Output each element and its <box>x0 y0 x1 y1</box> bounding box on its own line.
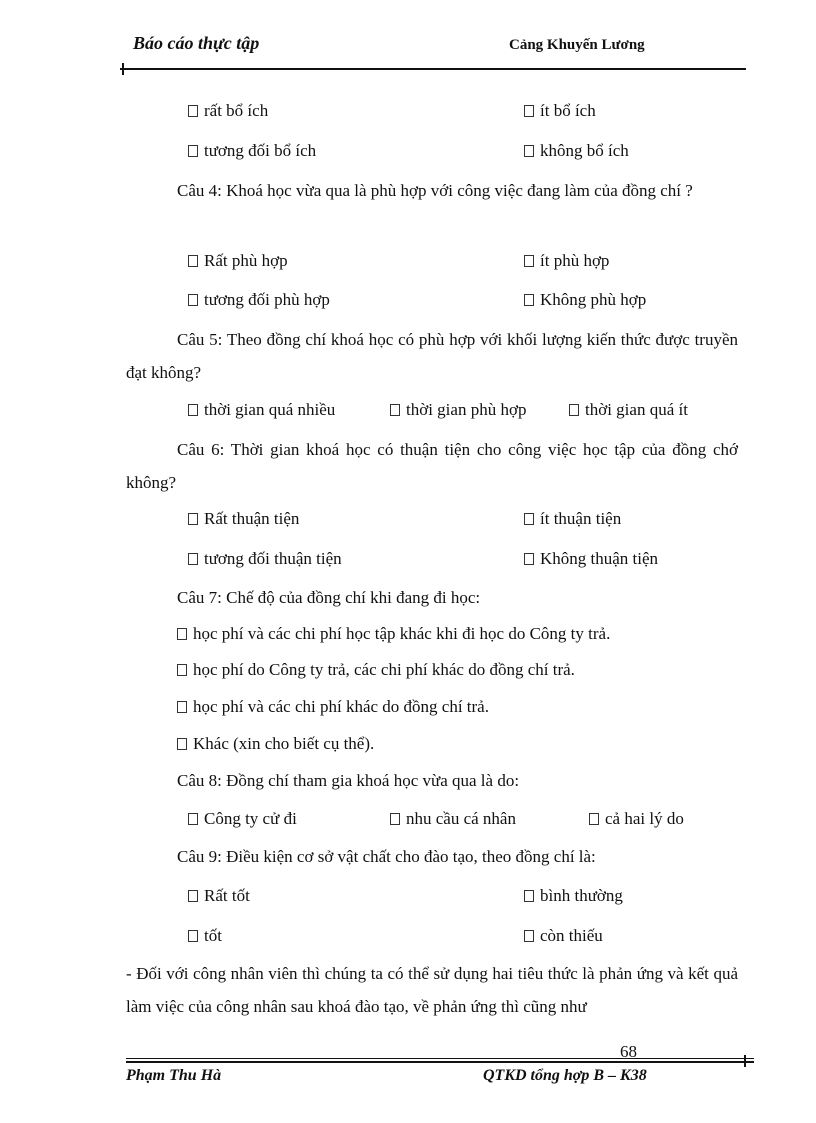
checkbox-icon[interactable] <box>524 553 534 565</box>
checkbox-option[interactable] <box>188 926 222 946</box>
option-label: cả hai lý do <box>605 809 684 828</box>
checkbox-icon[interactable] <box>524 513 534 525</box>
checkbox-option[interactable] <box>524 101 596 121</box>
option-label: học phí và các chi phí khác do đồng chí trả. <box>193 697 489 716</box>
option-label: Rất thuận tiện <box>204 509 300 528</box>
page-number: 68 <box>620 1042 637 1061</box>
checkbox-icon[interactable] <box>177 738 187 750</box>
option-label: còn thiếu <box>540 926 603 945</box>
header-company: Cảng Khuyến Lương <box>509 37 645 53</box>
checkbox-icon[interactable] <box>188 890 198 902</box>
option-label: tương đối phù hợp <box>204 290 330 309</box>
question-6: Câu 6: Thời gian khoá học có thuận tiện cho công việc học tập của đồng chớ không? <box>126 440 738 492</box>
checkbox-option[interactable] <box>524 290 646 310</box>
option-label: Không phù hợp <box>540 290 647 309</box>
checkbox-option[interactable] <box>177 660 575 680</box>
question-4: Câu 4: Khoá học vừa qua là phù hợp với công việc đang làm của đồng chí ? <box>177 181 693 200</box>
checkbox-option[interactable] <box>188 141 316 161</box>
option-label: thời gian phù hợp <box>406 400 527 419</box>
option-label: Rất tốt <box>204 886 250 905</box>
header-rule-tick <box>122 63 124 75</box>
checkbox-option[interactable] <box>524 141 629 161</box>
checkbox-icon[interactable] <box>524 890 534 902</box>
question-7: Câu 7: Chế độ của đồng chí khi đang đi học: <box>177 588 481 607</box>
checkbox-option[interactable] <box>390 400 526 420</box>
option-label: bình thường <box>540 886 623 905</box>
checkbox-icon[interactable] <box>524 930 534 942</box>
checkbox-option[interactable] <box>524 509 621 529</box>
option-label: ít phù hợp <box>540 251 610 270</box>
option-label: học phí và các chi phí học tập khác khi đi học do Công ty trả. <box>193 624 611 643</box>
checkbox-option[interactable] <box>524 886 623 906</box>
checkbox-option[interactable] <box>188 809 297 829</box>
option-label: rất bổ ích <box>204 101 269 120</box>
option-label: ít thuận tiện <box>540 509 622 528</box>
checkbox-icon[interactable] <box>188 294 198 306</box>
checkbox-icon[interactable] <box>188 105 198 117</box>
option-label: tốt <box>204 926 222 945</box>
checkbox-option[interactable] <box>524 926 603 946</box>
footer-rule <box>126 1058 754 1059</box>
option-label: ít bổ ích <box>540 101 596 120</box>
checkbox-icon[interactable] <box>524 255 534 267</box>
option-label: thời gian quá nhiều <box>204 400 336 419</box>
option-label: tương đối bổ ích <box>204 141 317 160</box>
checkbox-option[interactable] <box>177 734 374 754</box>
checkbox-icon[interactable] <box>390 813 400 825</box>
checkbox-option[interactable] <box>390 809 516 829</box>
question-9: Câu 9: Điều kiện cơ sở vật chất cho đào tạo, theo đồng chí là: <box>177 847 596 866</box>
checkbox-icon[interactable] <box>177 628 187 640</box>
option-label: không bổ ích <box>540 141 629 160</box>
checkbox-icon[interactable] <box>569 404 579 416</box>
option-label: Khác (xin cho biết cụ thể). <box>193 734 375 753</box>
checkbox-option[interactable] <box>188 886 250 906</box>
footer-rule <box>126 1061 754 1063</box>
checkbox-icon[interactable] <box>177 664 187 676</box>
checkbox-icon[interactable] <box>188 553 198 565</box>
header-rule <box>120 68 746 70</box>
checkbox-icon[interactable] <box>188 513 198 525</box>
option-label: học phí do Công ty trả, các chi phí khác do đồng chí trả. <box>193 660 575 679</box>
checkbox-icon[interactable] <box>177 701 187 713</box>
checkbox-icon[interactable] <box>188 404 198 416</box>
checkbox-icon[interactable] <box>524 105 534 117</box>
checkbox-option[interactable] <box>188 549 342 569</box>
checkbox-icon[interactable] <box>188 813 198 825</box>
checkbox-option[interactable] <box>188 101 268 121</box>
checkbox-option[interactable] <box>524 251 609 271</box>
checkbox-option[interactable] <box>524 549 658 569</box>
option-label: thời gian quá ít <box>585 400 688 419</box>
header-title: Báo cáo thực tập <box>133 33 260 53</box>
checkbox-option[interactable] <box>177 624 610 644</box>
checkbox-icon[interactable] <box>188 255 198 267</box>
option-label: Không thuận tiện <box>540 549 659 568</box>
option-label: Rất phù hợp <box>204 251 288 270</box>
option-label: tương đối thuận tiện <box>204 549 342 568</box>
checkbox-option[interactable] <box>177 697 489 717</box>
checkbox-option[interactable] <box>188 251 288 271</box>
option-label: nhu cầu cá nhân <box>406 809 516 828</box>
checkbox-icon[interactable] <box>524 294 534 306</box>
checkbox-icon[interactable] <box>188 145 198 157</box>
body-paragraph: - Đối với công nhân viên thì chúng ta có thể sử dụng hai tiêu thức là phản ứng và kết quả làm việc của công nhân sau khoá đào tạo, về phản ứng thì cũng như <box>126 964 738 1016</box>
checkbox-option[interactable] <box>569 400 688 420</box>
footer-class: QTKD tổng hợp B – K38 <box>483 1067 647 1084</box>
checkbox-icon[interactable] <box>524 145 534 157</box>
footer-author: Phạm Thu Hà <box>126 1067 222 1084</box>
question-8: Câu 8: Đồng chí tham gia khoá học vừa qua là do: <box>177 771 520 790</box>
checkbox-icon[interactable] <box>589 813 599 825</box>
checkbox-icon[interactable] <box>188 930 198 942</box>
checkbox-option[interactable] <box>589 809 684 829</box>
checkbox-icon[interactable] <box>390 404 400 416</box>
checkbox-option[interactable] <box>188 290 330 310</box>
checkbox-option[interactable] <box>188 400 335 420</box>
question-5: Câu 5: Theo đồng chí khoá học có phù hợp với khối lượng kiến thức được truyền đạt không? <box>126 330 738 382</box>
checkbox-option[interactable] <box>188 509 299 529</box>
footer-rule-tick <box>744 1055 746 1067</box>
option-label: Công ty cử đi <box>204 809 297 828</box>
